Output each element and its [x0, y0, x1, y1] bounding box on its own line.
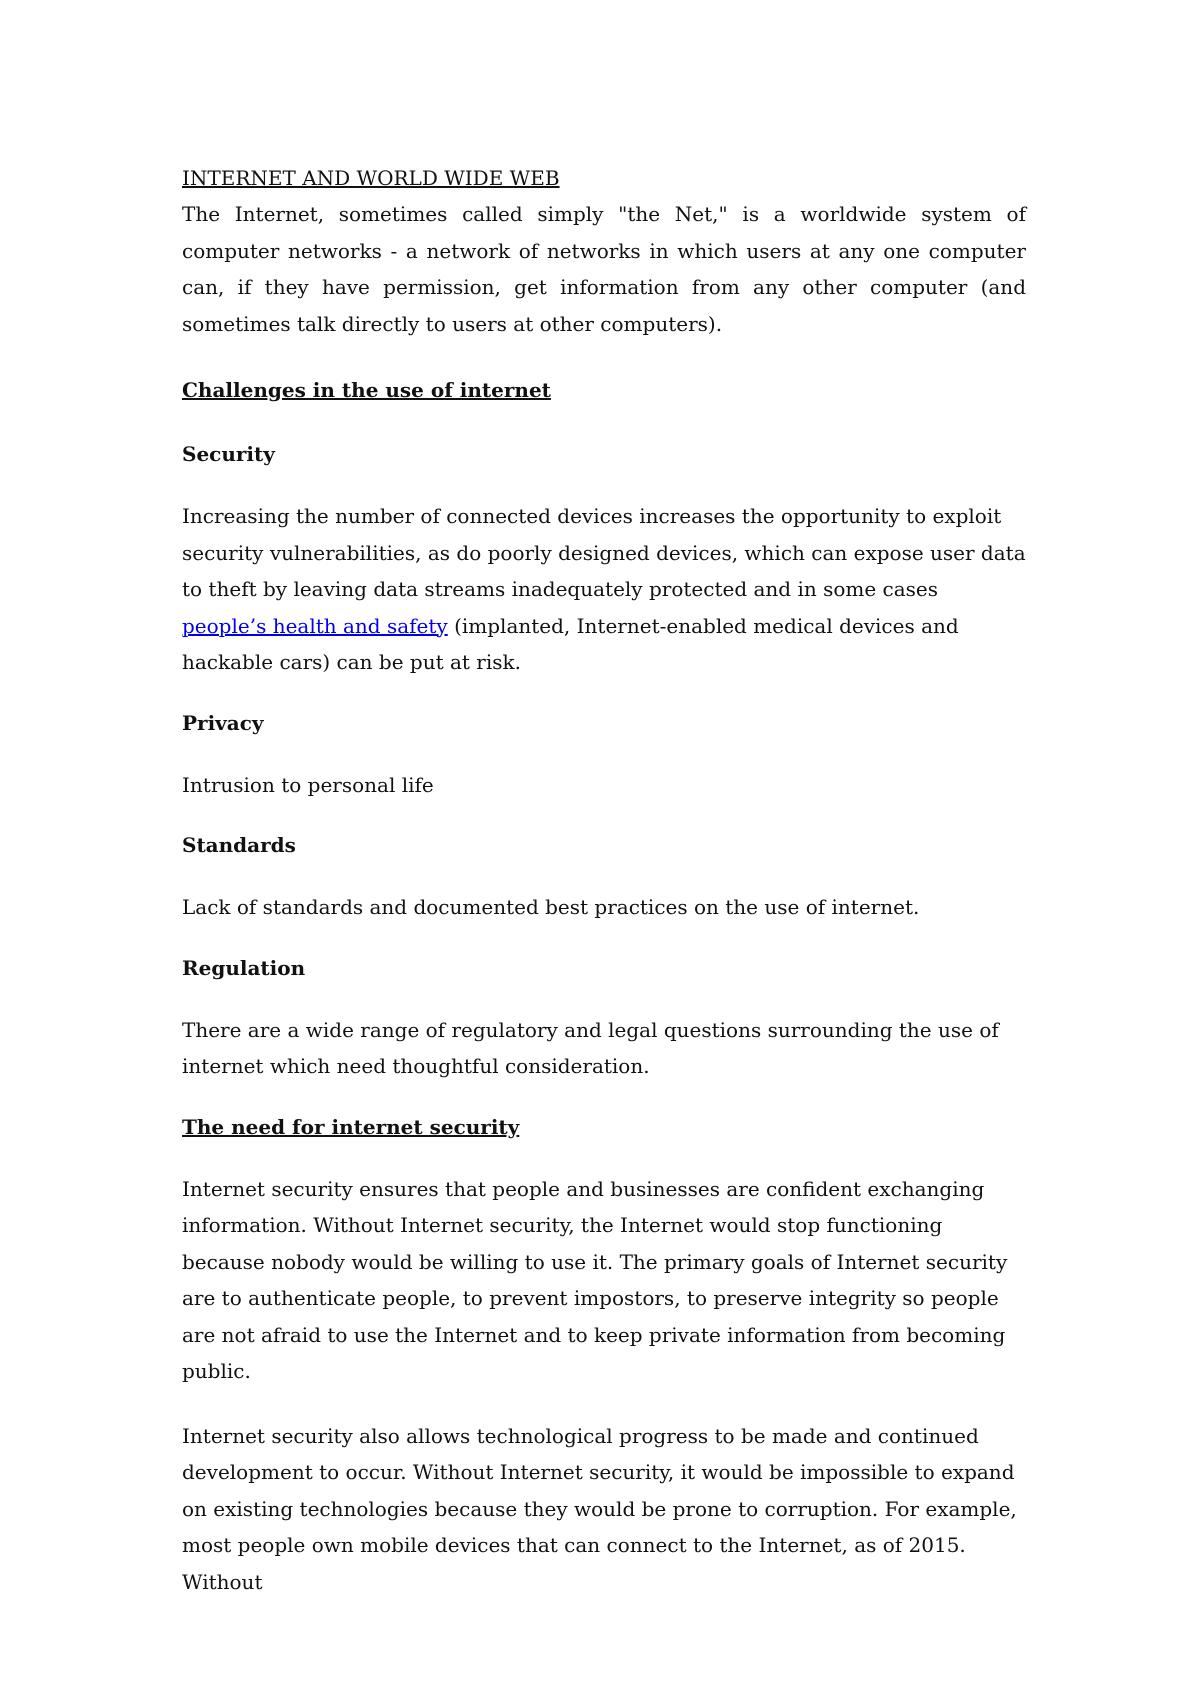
need-paragraph-2: Internet security also allows technological progress to be made and continued development to occur. Without Internet security, it would be impossible to expand on existing technologies because they would be prone to corruption. For example, most people own mobile devices that can connect to the Internet, as of 2015. Without	[182, 1423, 1017, 1594]
standards-heading: Standards	[182, 833, 296, 857]
intro-paragraph: The Internet, sometimes called simply "the Net," is a worldwide system of computer networks - a network of networks in which users at any one computer can, if they have permission, get information from any other computer (and sometimes talk directly to users at other computers).	[182, 202, 1026, 336]
security-text-before-link: Increasing the number of connected devices increases the opportunity to exploit security vulnerabilities, as do poorly designed devices, which can expose user data to theft by leaving data streams inadequately protected and in some cases	[182, 504, 1026, 601]
security-text-after-link: (implanted, Internet-enabled medical devices and hackable cars) can be put at risk.	[182, 613, 959, 674]
challenges-heading: Challenges in the use of internet	[182, 378, 551, 402]
document-page	[182, 160, 1026, 1600]
need-paragraph-1: Internet security ensures that people and businesses are confident exchanging information. Without Internet security, the Internet would stop functioning because nobody would be willing to use it. The primary goals of Internet security are to authenticate people, to prevent impostors, to preserve integrity so people are not afraid to use the Internet and to keep private information from becoming public.	[182, 1176, 1008, 1383]
health-safety-link[interactable]: people’s health and safety	[182, 613, 448, 638]
privacy-heading: Privacy	[182, 710, 264, 735]
regulation-heading: Regulation	[182, 955, 306, 980]
security-paragraph	[182, 498, 1026, 681]
need-heading: The need for internet security	[182, 1114, 520, 1139]
regulation-paragraph: There are a wide range of regulatory and legal questions surrounding the use of internet which need thoughtful consideration.	[182, 1017, 999, 1078]
privacy-paragraph: Intrusion to personal life	[182, 772, 434, 797]
document-title: INTERNET AND WORLD WIDE WEB	[182, 166, 560, 190]
security-heading: Security	[182, 442, 275, 466]
standards-paragraph: Lack of standards and documented best practices on the use of internet.	[182, 895, 920, 919]
